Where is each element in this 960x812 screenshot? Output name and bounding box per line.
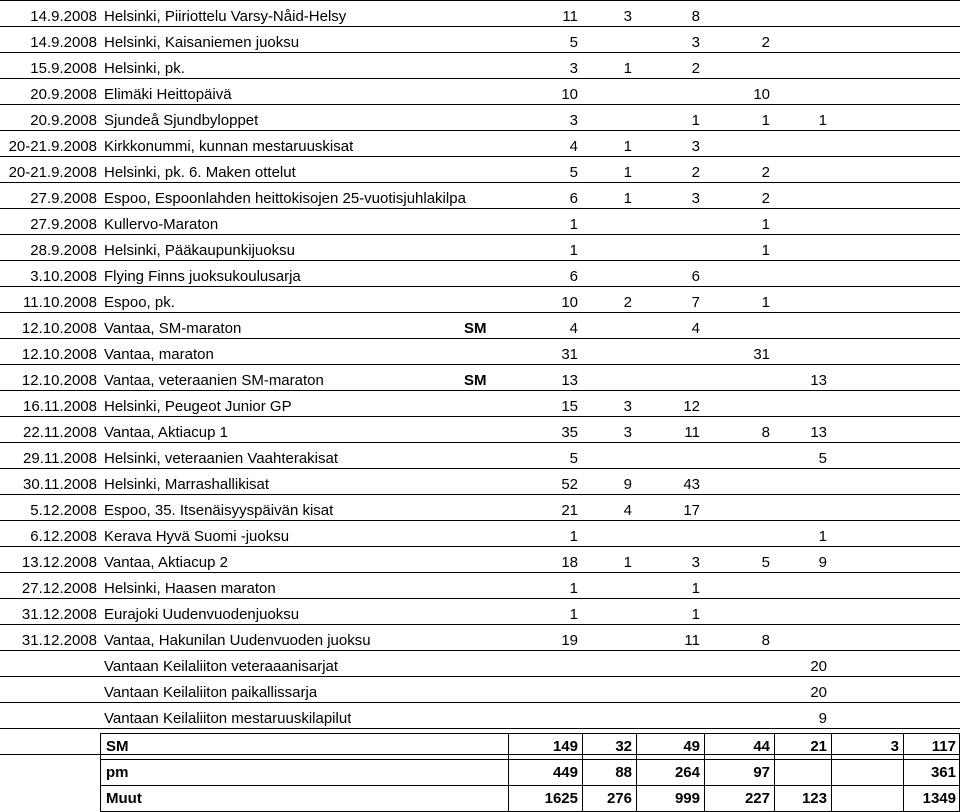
date-cell: 31.12.2008 xyxy=(21,632,97,649)
row-divider xyxy=(0,0,960,1)
value-cell: 17 xyxy=(683,502,700,519)
date-cell: 5.12.2008 xyxy=(30,502,97,519)
event-cell: Vantaa, Aktiacup 1 xyxy=(104,424,228,441)
value-cell: 1 xyxy=(761,112,770,129)
totals-value: 88 xyxy=(615,764,632,781)
value-cell: 10 xyxy=(561,86,578,103)
totals-value: 361 xyxy=(930,764,956,781)
value-cell: 20 xyxy=(810,658,827,675)
totals-value: 44 xyxy=(753,738,770,755)
event-cell: Helsinki, Haasen maraton xyxy=(104,580,276,597)
event-cell: Vantaa, maraton xyxy=(104,346,214,363)
totals-value: 97 xyxy=(753,764,770,781)
value-cell: 9 xyxy=(623,476,632,493)
date-cell: 14.9.2008 xyxy=(30,8,97,25)
date-cell: 27.9.2008 xyxy=(30,190,97,207)
totals-value: 123 xyxy=(801,790,827,807)
value-cell: 10 xyxy=(753,86,770,103)
event-cell: Espoo, pk. xyxy=(104,294,175,311)
value-cell: 9 xyxy=(818,554,827,571)
value-cell: 4 xyxy=(569,320,578,337)
date-cell: 22.11.2008 xyxy=(23,424,97,441)
event-cell: Helsinki, veteraanien Vaahterakisat xyxy=(104,450,339,467)
value-cell: 4 xyxy=(691,320,700,337)
value-cell: 3 xyxy=(623,424,632,441)
value-cell: 6 xyxy=(569,190,578,207)
value-cell: 20 xyxy=(810,684,827,701)
value-cell: 12 xyxy=(683,398,700,415)
value-cell: 2 xyxy=(691,60,700,77)
value-cell: 3 xyxy=(569,112,578,129)
event-cell: Vantaa, SM-maraton xyxy=(104,320,242,337)
value-cell: 1 xyxy=(623,190,632,207)
date-cell: 30.11.2008 xyxy=(23,476,97,493)
value-cell: 3 xyxy=(691,190,700,207)
value-cell: 5 xyxy=(569,450,578,467)
event-cell: Vantaa, Hakunilan Uudenvuoden juoksu xyxy=(104,632,371,649)
totals-value: 999 xyxy=(674,790,700,807)
totals-value: 149 xyxy=(552,738,578,755)
totals-label: SM xyxy=(106,738,129,755)
totals-value: 1625 xyxy=(544,790,578,807)
value-cell: 1 xyxy=(761,216,770,233)
value-cell: 4 xyxy=(623,502,632,519)
value-cell: 6 xyxy=(691,268,700,285)
event-cell: Vantaan Keilaliiton veteraaanisarjat xyxy=(104,658,339,675)
event-cell: Helsinki, Piiriottelu Varsy-Nåid-Helsy xyxy=(104,8,347,25)
value-cell: 1 xyxy=(623,554,632,571)
value-cell: 5 xyxy=(818,450,827,467)
value-cell: 5 xyxy=(569,34,578,51)
date-cell: 31.12.2008 xyxy=(21,606,97,623)
value-cell: 8 xyxy=(691,8,700,25)
date-cell: 28.9.2008 xyxy=(30,242,97,259)
totals-value: 21 xyxy=(810,738,827,755)
value-cell: 3 xyxy=(623,398,632,415)
totals-value: 276 xyxy=(606,790,632,807)
value-cell: 1 xyxy=(818,528,827,545)
date-cell: 14.9.2008 xyxy=(30,34,97,51)
value-cell: 13 xyxy=(810,372,827,389)
date-cell: 20.9.2008 xyxy=(30,86,97,103)
totals-column-divider xyxy=(831,733,832,811)
value-cell: 1 xyxy=(691,580,700,597)
totals-value: 49 xyxy=(683,738,700,755)
value-cell: 1 xyxy=(569,606,578,623)
date-cell: 20-21.9.2008 xyxy=(8,138,97,155)
totals-column-divider xyxy=(508,733,509,811)
event-cell: Helsinki, pk. xyxy=(104,60,185,77)
value-cell: 19 xyxy=(561,632,578,649)
value-cell: 7 xyxy=(691,294,700,311)
totals-value: 32 xyxy=(615,738,632,755)
totals-value: 449 xyxy=(552,764,578,781)
value-cell: 1 xyxy=(761,294,770,311)
sm-marker: SM xyxy=(464,320,487,337)
value-cell: 15 xyxy=(561,398,578,415)
totals-column-divider xyxy=(704,733,705,811)
value-cell: 1 xyxy=(569,242,578,259)
event-cell: Helsinki, Marrashallikisat xyxy=(104,476,270,493)
value-cell: 35 xyxy=(561,424,578,441)
date-cell: 27.12.2008 xyxy=(21,580,97,597)
value-cell: 3 xyxy=(569,60,578,77)
value-cell: 1 xyxy=(818,112,827,129)
event-cell: Elimäki Heittopäivä xyxy=(104,86,232,103)
value-cell: 1 xyxy=(761,242,770,259)
date-cell: 20-21.9.2008 xyxy=(8,164,97,181)
value-cell: 1 xyxy=(569,580,578,597)
event-cell: Helsinki, Pääkaupunkijuoksu xyxy=(104,242,295,259)
value-cell: 10 xyxy=(561,294,578,311)
event-cell: Vantaan Keilaliiton paikallissarja xyxy=(104,684,318,701)
totals-value: 117 xyxy=(931,738,956,755)
event-cell: Vantaan Keilaliiton mestaruuskilapilut xyxy=(104,710,352,727)
value-cell: 1 xyxy=(691,112,700,129)
value-cell: 43 xyxy=(683,476,700,493)
value-cell: 1 xyxy=(623,138,632,155)
date-cell: 20.9.2008 xyxy=(30,112,97,129)
totals-column-divider xyxy=(636,733,637,811)
value-cell: 5 xyxy=(569,164,578,181)
value-cell: 9 xyxy=(818,710,827,727)
value-cell: 11 xyxy=(562,8,578,25)
event-cell: Vantaa, veteraanien SM-maraton xyxy=(104,372,324,389)
date-cell: 3.10.2008 xyxy=(30,268,97,285)
event-cell: Espoo, 35. Itsenäisyyspäivän kisat xyxy=(104,502,334,519)
date-cell: 15.9.2008 xyxy=(30,60,97,77)
event-cell: Sjundeå Sjundbyloppet xyxy=(104,112,259,129)
totals-value: 227 xyxy=(744,790,770,807)
event-cell: Helsinki, pk. 6. Maken ottelut xyxy=(104,164,296,181)
event-cell: Helsinki, Kaisaniemen juoksu xyxy=(104,34,300,51)
value-cell: 13 xyxy=(561,372,578,389)
value-cell: 1 xyxy=(623,164,632,181)
value-cell: 52 xyxy=(561,476,578,493)
value-cell: 18 xyxy=(561,554,578,571)
value-cell: 11 xyxy=(684,632,700,649)
value-cell: 3 xyxy=(691,554,700,571)
value-cell: 8 xyxy=(761,424,770,441)
value-cell: 11 xyxy=(684,424,700,441)
date-cell: 11.10.2008 xyxy=(23,294,97,311)
value-cell: 2 xyxy=(623,294,632,311)
event-cell: Vantaa, Aktiacup 2 xyxy=(104,554,228,571)
totals-column-divider xyxy=(100,733,101,811)
value-cell: 5 xyxy=(761,554,770,571)
value-cell: 13 xyxy=(810,424,827,441)
value-cell: 2 xyxy=(691,164,700,181)
value-cell: 1 xyxy=(691,606,700,623)
value-cell: 6 xyxy=(569,268,578,285)
event-cell: Eurajoki Uudenvuodenjuoksu xyxy=(104,606,300,623)
value-cell: 3 xyxy=(623,8,632,25)
value-cell: 1 xyxy=(569,216,578,233)
date-cell: 13.12.2008 xyxy=(21,554,97,571)
date-cell: 6.12.2008 xyxy=(30,528,97,545)
event-cell: Helsinki, Peugeot Junior GP xyxy=(104,398,292,415)
event-cell: Flying Finns juoksukoulusarja xyxy=(104,268,301,285)
value-cell: 2 xyxy=(761,190,770,207)
value-cell: 21 xyxy=(561,502,578,519)
totals-label: Muut xyxy=(106,790,142,807)
event-cell: Kerava Hyvä Suomi -juoksu xyxy=(104,528,290,545)
event-cell: Kullervo-Maraton xyxy=(104,216,219,233)
value-cell: 1 xyxy=(623,60,632,77)
value-cell: 3 xyxy=(691,34,700,51)
value-cell: 2 xyxy=(761,34,770,51)
value-cell: 1 xyxy=(569,528,578,545)
totals-value: 3 xyxy=(890,738,899,755)
value-cell: 31 xyxy=(561,346,578,363)
date-cell: 12.10.2008 xyxy=(21,372,97,389)
value-cell: 31 xyxy=(753,346,770,363)
date-cell: 29.11.2008 xyxy=(23,450,97,467)
date-cell: 12.10.2008 xyxy=(21,320,97,337)
value-cell: 2 xyxy=(761,164,770,181)
event-cell: Espoo, Espoonlahden heittokisojen 25-vuotisjuhlakilpa xyxy=(104,190,466,207)
date-cell: 12.10.2008 xyxy=(21,346,97,363)
totals-value: 264 xyxy=(674,764,700,781)
value-cell: 3 xyxy=(691,138,700,155)
sm-marker: SM xyxy=(464,372,487,389)
date-cell: 16.11.2008 xyxy=(23,398,97,415)
totals-label: pm xyxy=(106,764,129,781)
event-cell: Kirkkonummi, kunnan mestaruuskisat xyxy=(104,138,354,155)
value-cell: 4 xyxy=(569,138,578,155)
date-cell: 27.9.2008 xyxy=(30,216,97,233)
value-cell: 8 xyxy=(761,632,770,649)
totals-value: 1349 xyxy=(922,790,956,807)
